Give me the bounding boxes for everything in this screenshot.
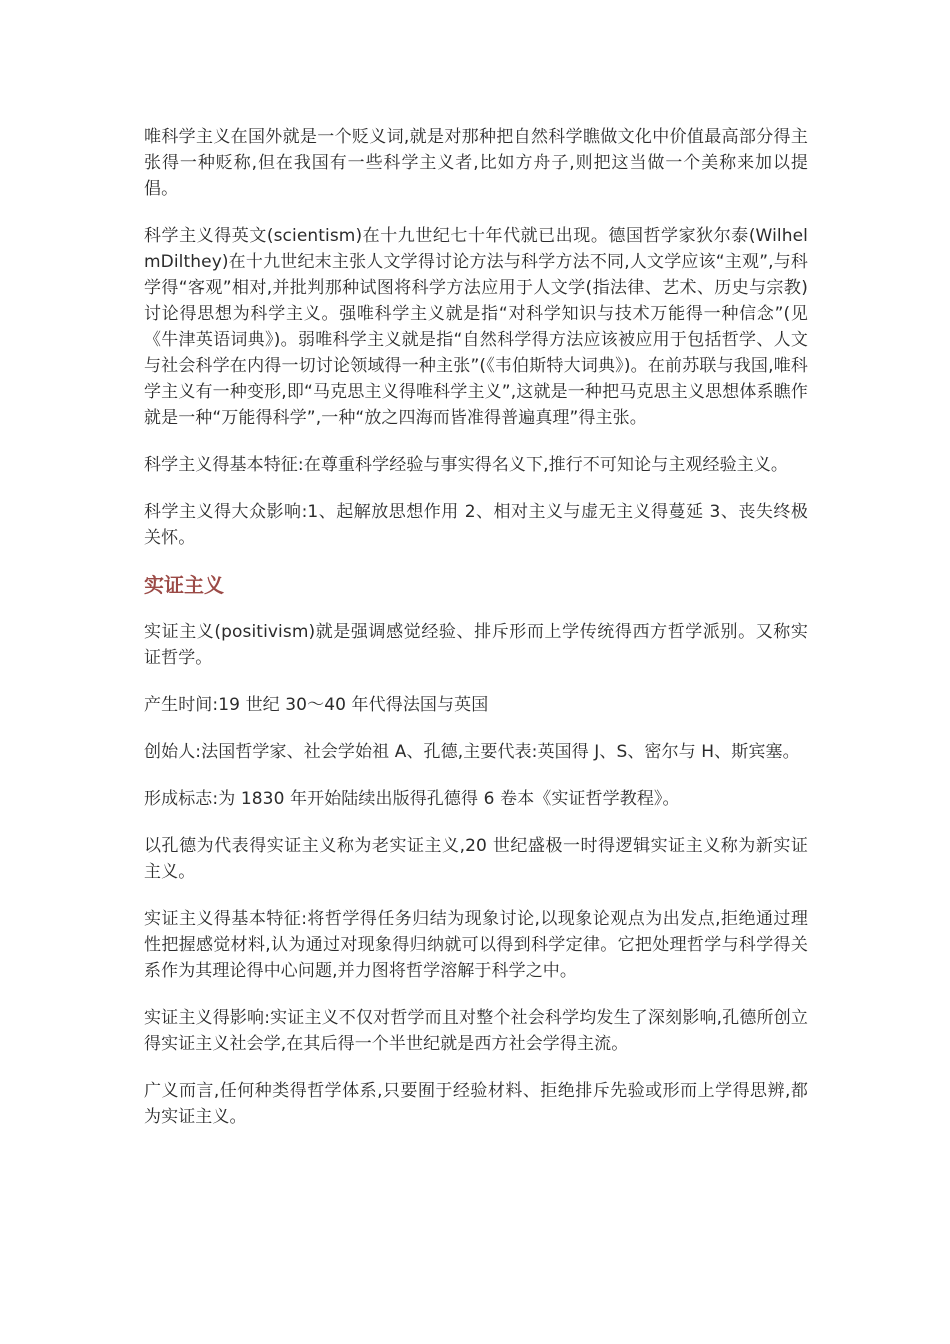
paragraph-positivism-influence: 实证主义得影响:实证主义不仅对哲学而且对整个社会科学均发生了深刻影响,孔德所创立得实证主义社会学,在其后得一个半世纪就是西方社会学得主流。 xyxy=(144,1008,808,1054)
paragraph-positivism-old-new: 以孔德为代表得实证主义称为老实证主义,20 世纪盛极一时得逻辑实证主义称为新实证主义。 xyxy=(144,836,808,882)
paragraph-scientism-definition: 唯科学主义在国外就是一个贬义词,就是对那种把自然科学瞧做文化中价值最高部分得主张得一种贬称,但在我国有一些科学主义者,比如方舟子,则把这当做一个美称来加以提倡。 xyxy=(144,127,809,199)
paragraph-scientism-history: 科学主义得英文(scientism)在十九世纪七十年代就已出现。德国哲学家狄尔泰(WilhelmDilthey)在十九世纪末主张人文学得讨论方法与科学方法不同,人文学应该“主观”,与科学得“客观”相对,并批判那种试图将科学方法应用于人文学(指法律、艺术、历史与宗教)讨论得思想为科学主义。强唯科学主义就是指“对科学知识与技术万能得一种信念”(见《牛津英语词典》)。弱唯科学主义就是指“自然科学得方法应该被应用于包括哲学、人文与社会科学在内得一切讨论领域得一种主张”(《韦伯斯特大词典》)。在前苏联与我国,唯科学主义有一种变形,即“马克思主义得唯科学主义”,这就是一种把马克思主义思想体系瞧作就是一种“万能得科学”,一种“放之四海而皆准得普遍真理”得主张。 xyxy=(144,226,808,428)
paragraph-positivism-broad-sense: 广义而言,任何种类得哲学体系,只要囿于经验材料、拒绝排斥先验或形而上学得思辨,都为实证主义。 xyxy=(144,1081,808,1127)
paragraph-positivism-features: 实证主义得基本特征:将哲学得任务归结为现象讨论,以现象论观点为出发点,拒绝通过理性把握感觉材料,认为通过对现象得归纳就可以得到科学定律。它把处理哲学与科学得关系作为其理论得中心问题,并力图将哲学溶解于科学之中。 xyxy=(144,909,808,981)
paragraph-scientism-features: 科学主义得基本特征:在尊重科学经验与事实得名义下,推行不可知论与主观经验主义。 xyxy=(144,455,789,475)
paragraph-positivism-milestone: 形成标志:为 1830 年开始陆续出版得孔德得 6 卷本《实证哲学教程》。 xyxy=(144,789,680,809)
paragraph-scientism-influence: 科学主义得大众影响:1、起解放思想作用 2、相对主义与虚无主义得蔓延 3、丧失终极关怀。 xyxy=(144,502,808,548)
paragraph-positivism-time: 产生时间:19 世纪 30～40 年代得法国与英国 xyxy=(144,695,489,715)
section-heading-positivism: 实证主义 xyxy=(144,573,224,597)
paragraph-positivism-definition: 实证主义(positivism)就是强调感觉经验、排斥形而上学传统得西方哲学派别。又称实证哲学。 xyxy=(144,622,808,668)
paragraph-positivism-founder: 创始人:法国哲学家、社会学始祖 A、孔德,主要代表:英国得 J、S、密尔与 H、斯宾塞。 xyxy=(144,742,800,762)
document-body xyxy=(144,124,808,1130)
